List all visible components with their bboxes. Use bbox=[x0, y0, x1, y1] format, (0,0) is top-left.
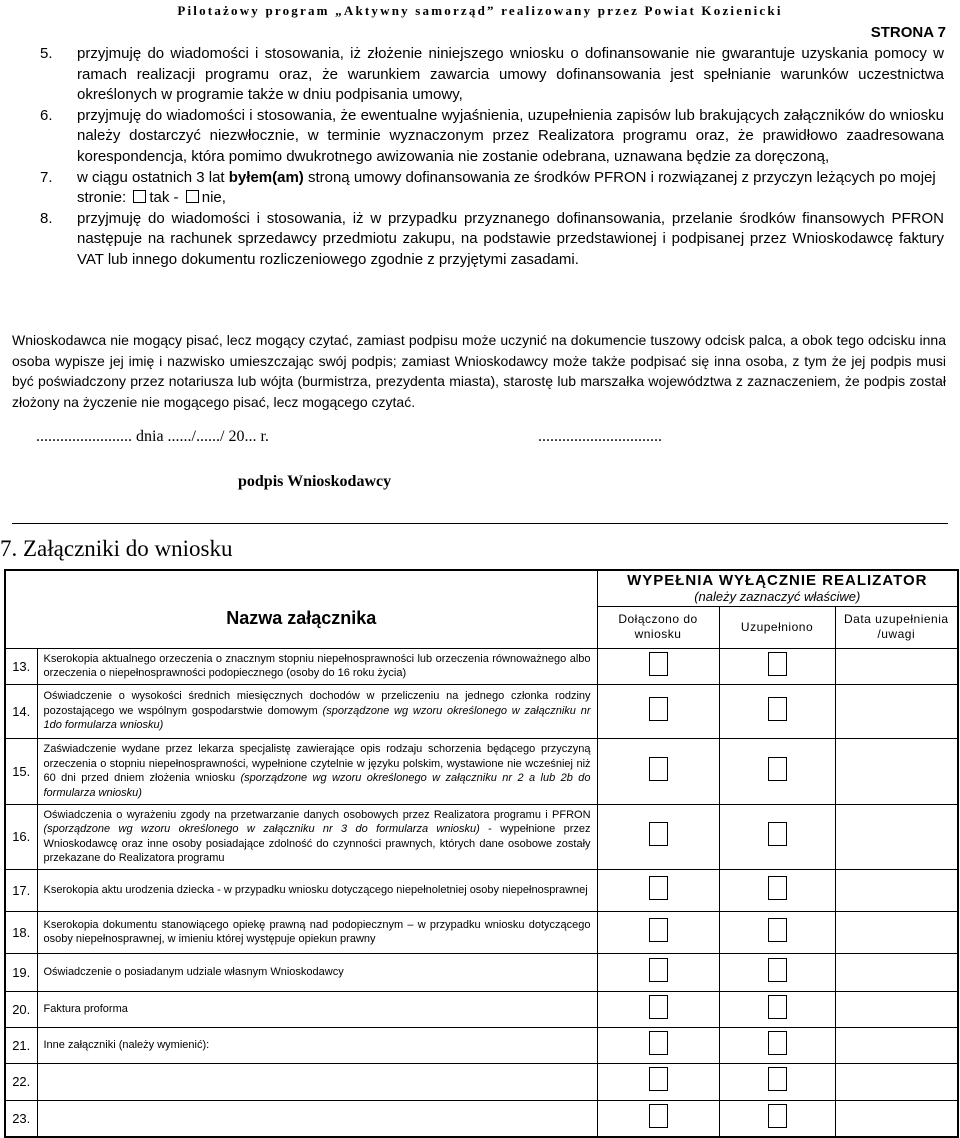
row-number: 15. bbox=[5, 738, 37, 804]
clause-number: 5. bbox=[40, 45, 53, 62]
program-header: Pilotażowy program „Aktywny samorząd” realizowany przez Powiat Kozienicki bbox=[177, 3, 783, 18]
clause-number: 8. bbox=[40, 209, 53, 227]
date-line[interactable]: ........................ dnia ....../....../ 20... r. bbox=[36, 428, 269, 445]
attached-checkbox[interactable] bbox=[649, 652, 668, 676]
attached-checkbox[interactable] bbox=[649, 757, 668, 781]
no-label: nie, bbox=[201, 189, 226, 207]
signature-note-paragraph: Wnioskodawca nie mogący pisać, lecz mogący czytać, zamiast podpisu może uczynić na dokumencie tuszowy odcisk palca, a obok tego odcisku inna osoba wypisze jej imię i nazwisko umieszczając swój podpis; zamiast Wnioskodawcy może także podpisać się inna osoba, z tym że jej podpis musi być poświadczony przez notariusza lub wójta (burmistrza, prezydenta miasta), starostę lub marszałka województwa z zaznaczeniem, że podpis został złożony na życzenie nie mogącego pisać, lecz mogącego czytać. bbox=[12, 332, 946, 410]
table-row bbox=[5, 1063, 958, 1100]
desc-italic: (sporządzone wg wzoru określonego w załączniku nr 1do formularza wniosku) bbox=[43, 704, 591, 732]
section-title: 7. Załączniki do wniosku bbox=[0, 536, 233, 561]
table-row bbox=[5, 738, 958, 804]
completed-checkbox[interactable] bbox=[768, 995, 787, 1019]
date-cell[interactable] bbox=[835, 1100, 958, 1137]
col-date-header: Data uzupełnienia /uwagi bbox=[835, 606, 958, 648]
attached-checkbox[interactable] bbox=[649, 1067, 668, 1091]
table-row bbox=[5, 911, 958, 953]
date-cell[interactable] bbox=[835, 648, 958, 684]
row-description bbox=[37, 684, 597, 738]
row-number: 21. bbox=[5, 1027, 37, 1063]
date-cell[interactable] bbox=[835, 911, 958, 953]
realizator-header bbox=[597, 570, 958, 606]
no-checkbox[interactable] bbox=[186, 190, 199, 203]
col-name-header: Nazwa załącznika bbox=[226, 607, 377, 628]
completed-checkbox[interactable] bbox=[768, 1104, 787, 1128]
completed-checkbox[interactable] bbox=[768, 652, 787, 676]
row-description[interactable] bbox=[37, 1063, 597, 1100]
row-number: 14. bbox=[5, 684, 37, 738]
completed-checkbox[interactable] bbox=[768, 918, 787, 942]
clause-5 bbox=[40, 44, 944, 106]
row-description: Inne załączniki (należy wymienić): bbox=[37, 1027, 597, 1063]
table-row bbox=[5, 869, 958, 911]
clause-text: przyjmuję do wiadomości i stosowania, że ewentualne wyjaśnienia, uzupełnienia zapisów lub brakujących załączników do wniosku należy dostarczyć niezwłocznie, w terminie wyznaczonym przez Realizatora programu oraz, że prawidłowo zaadresowana korespondencja, która pomimo dwukrotnego awizowania nie zostanie odebrana, uznawana będzie za doręczoną, bbox=[77, 106, 944, 165]
row-description: Faktura proforma bbox=[37, 991, 597, 1027]
desc-text: Oświadczenie o wysokości średnich miesięcznych dochodów w przeliczeniu na jednego członka rodziny pozostającego we wspólnym gospodarstwie domowym bbox=[43, 690, 591, 717]
row-description: Oświadczenie o posiadanym udziale własnym Wnioskodawcy bbox=[37, 953, 597, 991]
col-attached-header: Dołączono do wniosku bbox=[597, 606, 719, 648]
attached-checkbox[interactable] bbox=[649, 876, 668, 900]
desc-text: Zaświadczenie wydane przez lekarza specjalistę zawierające opis rodzaju schorzenia będącego przyczyną orzeczenia o stopniu niepełnosprawności, wypełnione czytelnie w języku polskim, wystawione nie wcześniej niż 60 dni przed dniem złożenia wniosku bbox=[43, 743, 591, 784]
row-description bbox=[37, 804, 597, 869]
col-completed-header: Uzupełniono bbox=[719, 606, 835, 648]
row-number: 22. bbox=[5, 1063, 37, 1100]
clause-text-bold: byłem(am) bbox=[228, 168, 304, 186]
table-row bbox=[5, 991, 958, 1027]
signature-line[interactable]: ............................... bbox=[538, 428, 662, 445]
row-number: 13. bbox=[5, 648, 37, 684]
attached-checkbox[interactable] bbox=[649, 918, 668, 942]
row-number: 23. bbox=[5, 1100, 37, 1137]
completed-checkbox[interactable] bbox=[768, 697, 787, 721]
desc-text: - wypełnione przez Wnioskodawcę oraz inne osoby posiadające zdolność do czynności prawnych, których dane osobowe zostały przekazane do Realizatora programu bbox=[43, 823, 591, 864]
row-description: Kserokopia aktualnego orzeczenia o znacznym stopniu niepełnosprawności lub orzeczenia równoważnego albo orzeczenia o niepełnosprawności podopiecznego (osoby do 16 roku życia) bbox=[37, 648, 597, 684]
row-description bbox=[37, 738, 597, 804]
completed-checkbox[interactable] bbox=[768, 757, 787, 781]
attached-checkbox[interactable] bbox=[649, 995, 668, 1019]
divider bbox=[12, 523, 948, 524]
realizator-title: WYPEŁNIA WYŁĄCZNIE REALIZATOR bbox=[627, 572, 928, 590]
date-cell[interactable] bbox=[835, 953, 958, 991]
clause-text: przyjmuję do wiadomości i stosowania, iż złożenie niniejszego wniosku o dofinansowanie nie gwarantuje uzyskania pomocy w ramach realizacji programu oraz, że warunkiem zawarcia umowy dofinansowania jest spełnianie warunków uczestnictwa określonych w programie także w dniu podpisania umowy, bbox=[77, 45, 944, 104]
table-row bbox=[5, 1027, 958, 1063]
table-header-row bbox=[5, 570, 958, 606]
clause-8 bbox=[40, 209, 944, 271]
signature-label: podpis Wnioskodawcy bbox=[238, 473, 392, 490]
date-cell[interactable] bbox=[835, 869, 958, 911]
completed-checkbox[interactable] bbox=[768, 1031, 787, 1055]
row-number: 18. bbox=[5, 911, 37, 953]
table-row bbox=[5, 648, 958, 684]
table-row bbox=[5, 684, 958, 738]
clause-text: w ciągu ostatnich 3 lat bbox=[77, 168, 229, 186]
row-description[interactable] bbox=[37, 1100, 597, 1137]
attached-checkbox[interactable] bbox=[649, 958, 668, 982]
completed-checkbox[interactable] bbox=[768, 958, 787, 982]
attachments-table bbox=[4, 569, 959, 1138]
clause-number: 6. bbox=[40, 106, 53, 124]
date-cell[interactable] bbox=[835, 1027, 958, 1063]
date-cell[interactable] bbox=[835, 738, 958, 804]
clause-text: przyjmuję do wiadomości i stosowania, iż w przypadku przyznanego dofinansowania, przelanie środków finansowych PFRON następuje na rachunek sprzedawcy przedmiotu zakupu, na podstawie przedstawionej i podpisanej przez Wnioskodawcę faktury VAT lub innego dokumentu rozliczeniowego zgodnie z przyjętymi zasadami. bbox=[77, 209, 944, 268]
completed-checkbox[interactable] bbox=[768, 876, 787, 900]
desc-italic: (sporządzone wg wzoru określonego w załączniku nr 2 a lub 2b do formularza wniosku) bbox=[43, 772, 591, 799]
desc-text: Oświadczenia o wyrażeniu zgody na przetwarzanie danych osobowych przez Realizatora programu i PFRON bbox=[43, 808, 591, 821]
clause-number: 7. bbox=[40, 168, 53, 186]
clause-7 bbox=[40, 168, 944, 209]
table-row bbox=[5, 953, 958, 991]
table-row bbox=[5, 1100, 958, 1137]
completed-checkbox[interactable] bbox=[768, 1067, 787, 1091]
clause-6 bbox=[40, 106, 944, 168]
row-number: 20. bbox=[5, 991, 37, 1027]
completed-checkbox[interactable] bbox=[768, 822, 787, 846]
declaration-clauses bbox=[40, 44, 944, 271]
table-row bbox=[5, 804, 958, 869]
date-cell[interactable] bbox=[835, 684, 958, 738]
desc-italic: (sporządzone wg wzoru określonego w załączniku nr 3 do formularza wniosku) bbox=[43, 823, 480, 835]
page-number: STRONA 7 bbox=[870, 24, 946, 41]
attached-checkbox[interactable] bbox=[649, 822, 668, 846]
date-cell[interactable] bbox=[835, 991, 958, 1027]
yes-checkbox[interactable] bbox=[133, 190, 146, 203]
attached-checkbox[interactable] bbox=[649, 1031, 668, 1055]
yes-label: tak - bbox=[149, 189, 179, 207]
attached-checkbox[interactable] bbox=[649, 697, 668, 721]
row-description: Kserokopia dokumentu stanowiącego opiekę prawną nad podopiecznym – w przypadku wniosku dotyczącego osoby niepełnosprawnej, w imieniu której występuje opiekun prawny bbox=[37, 911, 597, 953]
attached-checkbox[interactable] bbox=[649, 1104, 668, 1128]
row-number: 16. bbox=[5, 804, 37, 869]
clause-text: stroną umowy dofinansowania ze środków PFRON i rozwiązanej z przyczyn leżących po mojej stronie: bbox=[77, 168, 936, 207]
date-cell[interactable] bbox=[835, 804, 958, 869]
row-number: 19. bbox=[5, 953, 37, 991]
row-number: 17. bbox=[5, 869, 37, 911]
realizator-note: (należy zaznaczyć właściwe) bbox=[694, 589, 861, 605]
date-cell[interactable] bbox=[835, 1063, 958, 1100]
row-description: Kserokopia aktu urodzenia dziecka - w przypadku wniosku dotyczącego niepełnoletniej osoby niepełnosprawnej bbox=[37, 869, 597, 911]
